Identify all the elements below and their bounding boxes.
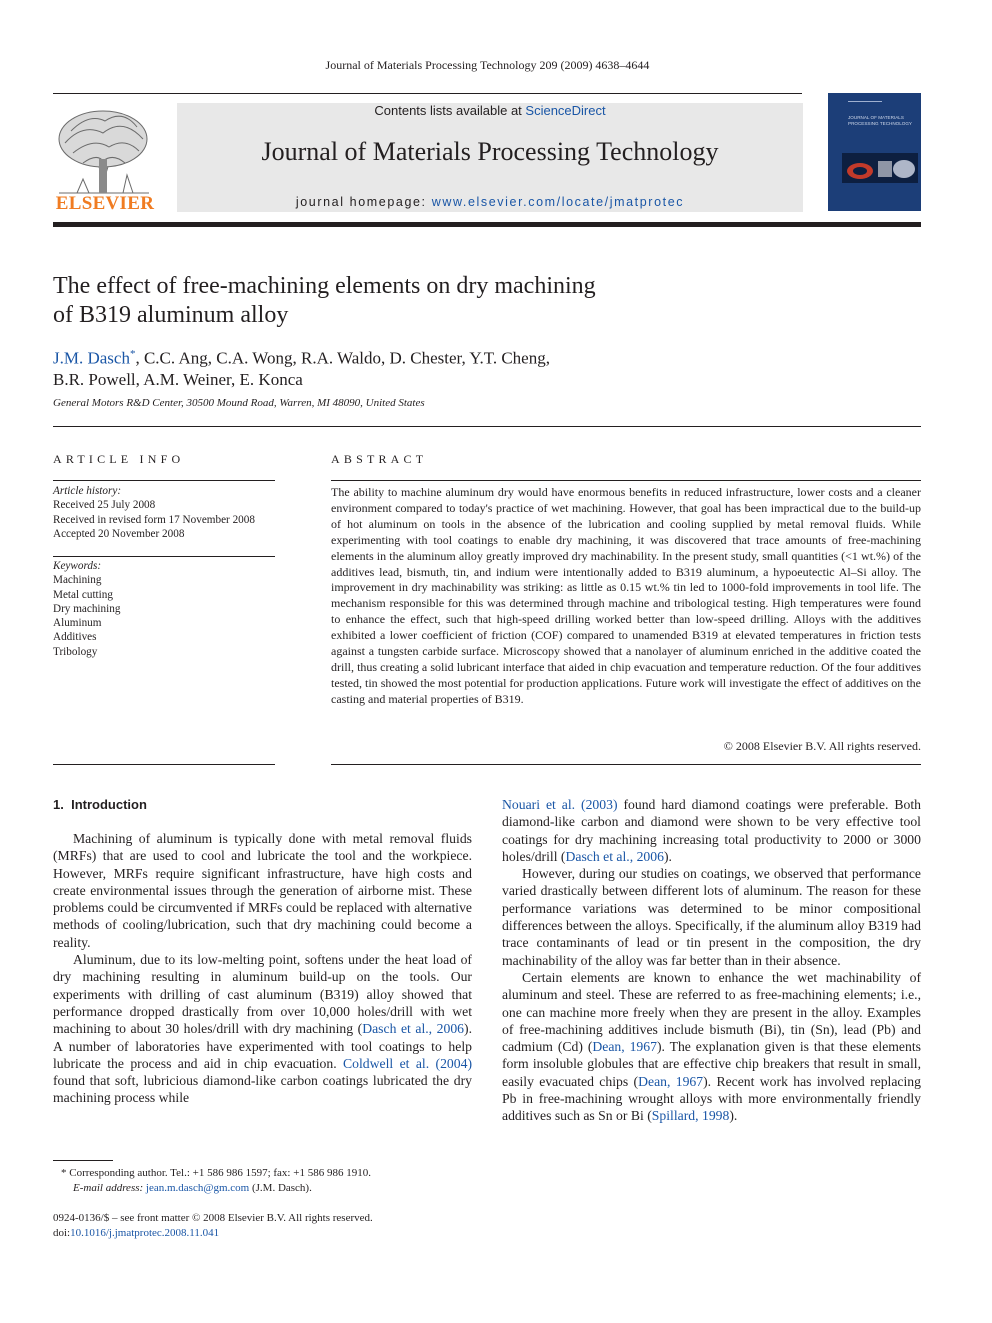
section-heading-introduction bbox=[53, 797, 147, 812]
citation-link[interactable]: Dasch et al., 2006 bbox=[565, 848, 664, 864]
doi-line bbox=[53, 1226, 472, 1241]
article-info-rule-2 bbox=[53, 556, 275, 557]
header-rule bbox=[53, 93, 802, 94]
article-info-rule-3 bbox=[53, 764, 275, 765]
header-thick-rule bbox=[53, 222, 921, 227]
footnote-mark: * bbox=[61, 1167, 67, 1179]
paragraph bbox=[502, 969, 921, 1125]
article-history bbox=[53, 484, 275, 541]
journal-title: Journal of Materials Processing Technology bbox=[261, 137, 719, 166]
history-received: Received 25 July 2008 bbox=[53, 499, 156, 512]
email-suffix: (J.M. Dasch). bbox=[249, 1181, 312, 1194]
text-run: ). The explanation given is that these elements form insoluble globules that are effective chip breakers that result in small, easily evacuated chips ( bbox=[502, 1039, 921, 1089]
article-info-rule-1 bbox=[53, 480, 275, 481]
cover-rule bbox=[848, 101, 882, 102]
sciencedirect-link[interactable]: ScienceDirect bbox=[525, 103, 606, 118]
article-title-line-1: The effect of free-machining elements on dry machining bbox=[53, 273, 596, 299]
doi-link[interactable]: 10.1016/j.jmatprotec.2008.11.041 bbox=[70, 1226, 220, 1239]
footnote-corresponding bbox=[53, 1166, 472, 1181]
homepage-label: journal homepage: bbox=[295, 195, 432, 209]
journal-masthead bbox=[177, 103, 803, 212]
section-number: 1. bbox=[53, 797, 64, 812]
citation-link[interactable]: Dasch et al., 2006 bbox=[362, 1021, 465, 1037]
history-label: Article history: bbox=[53, 485, 122, 497]
homepage-line bbox=[177, 195, 803, 209]
section-title: Introduction bbox=[71, 797, 147, 812]
publisher-name: ELSEVIER bbox=[55, 193, 155, 214]
corresponding-mark[interactable]: * bbox=[129, 348, 136, 360]
footnote-email bbox=[53, 1181, 472, 1196]
keyword-item: Metal cutting bbox=[53, 588, 113, 601]
keyword-item: Machining bbox=[53, 574, 102, 587]
text-run: found that soft, lubricious diamond-like carbon coatings lubricated the dry machining process while bbox=[53, 1073, 472, 1106]
text-run: found hard diamond coatings were preferable. Both diamond-like carbon and diamond were shown to be very effective tool coatings for dry machining increasing total productivity to 2000 or 3000 holes/drill ( bbox=[502, 797, 921, 864]
text-run: ). Recent work has involved replacing Pb in free-machining wrought alloys with more environmentally friendly additives such as Sn or Bi ( bbox=[502, 1073, 921, 1124]
running-head: Journal of Materials Processing Technology 209 (2009) 4638–4644 bbox=[325, 58, 650, 72]
front-matter bbox=[53, 1211, 472, 1240]
article-info-heading: ARTICLE INFO bbox=[53, 452, 185, 466]
journal-cover-thumbnail[interactable] bbox=[828, 93, 921, 211]
corresponding-author-link[interactable]: J.M. Dasch bbox=[53, 348, 130, 368]
paragraph: However, during our studies on coatings, we observed that performance varied drastically between different lots of aluminum. The reason for these performance variations was determined to be minor compositional differences between the alloys. Specifically, if the aluminum alloy B319 had trace contaminants of lead or tin present in the composition, the dry machinability of the alloy was far better than in their absence. bbox=[502, 866, 921, 968]
authors-line-2: B.R. Powell, A.M. Weiner, E. Konca bbox=[53, 369, 303, 389]
text-run: Certain elements are known to enhance the wet machinability of aluminum and steel. These are referred to as free-machining elements; i.e., one can machine more freely when they are present in the alloy. Examples of free-machining additives include bismuth (Bi), tin (Sn), lead (Pb) and cadmium (Cd) ( bbox=[502, 969, 921, 1055]
footnote-text: Corresponding author. Tel.: +1 586 986 1597; fax: +1 586 986 1910. bbox=[66, 1167, 371, 1179]
paragraph bbox=[53, 951, 472, 1107]
title-block-rule bbox=[53, 426, 921, 427]
cover-title: JOURNAL OF MATERIALS PROCESSING TECHNOLOGY bbox=[848, 115, 912, 126]
footnote-rule bbox=[53, 1160, 113, 1161]
homepage-link[interactable]: www.elsevier.com/locate/jmatprotec bbox=[431, 195, 685, 209]
body-column-right bbox=[502, 796, 921, 1125]
history-revised: Received in revised form 17 November 2008 bbox=[53, 513, 255, 526]
article-title-line-2: of B319 aluminum alloy bbox=[53, 302, 289, 328]
citation-link[interactable]: Nouari et al. (2003) bbox=[502, 797, 618, 812]
body-column-left bbox=[53, 830, 472, 1107]
article-title bbox=[53, 272, 753, 330]
text-run: ). bbox=[663, 848, 672, 864]
email-label: E-mail address: bbox=[73, 1181, 144, 1194]
footnote bbox=[53, 1166, 472, 1195]
contents-line bbox=[177, 103, 803, 118]
authors-line-1 bbox=[53, 344, 753, 369]
cover-image-icon bbox=[842, 153, 918, 183]
text-run: ). bbox=[729, 1108, 738, 1124]
doi-label: doi: bbox=[53, 1226, 71, 1239]
abstract-heading: ABSTRACT bbox=[331, 452, 428, 466]
abstract-text: The ability to machine aluminum dry would have enormous benefits in reduced infrastructure, lower costs and a cleaner environment compared to today's practice of wet machining. However, that goal has been impractical due to the build-up of hot aluminum on tools in the absence of the lubrication and cooling supplied by metal removal fluids. While experimenting with tool coatings to enable dry machining, it was discovered that trace amounts of free-machining elements in the aluminum alloy greatly improved dry machinability. In the present study, small quantities (<1 wt.%) of the additives lead, bismuth, tin, and indium were intentionally added to B319 aluminum, a hypoeutectic Al–Si alloy. The improvement in dry machinability was striking: as little as 0.15 wt.% tin led to 1000-fold improvements in tool life. The mechanism responsible for this was determined through machine and tribological testing. High temperatures were found to enhance the effect, such that high-speed drilling worked better than low-speed drilling. Alloys with the additives exhibited a lower coefficient of friction (COF) compared to unamended B319 at elevated temperatures in friction tests against a tungsten carbide surface. Microscopy showed that a nanolayer of aluminum enriched in the additive coated the drill, thus creating a solid lubricant interface that aided in chip evacuation and temperature reduction. Of the four additives tested, tin showed the most potential for production applications. Future work will investigate the effect of additives on the casting and material properties of B319. bbox=[331, 485, 921, 706]
history-accepted: Accepted 20 November 2008 bbox=[53, 527, 185, 540]
citation-link[interactable]: Spillard, 1998 bbox=[651, 1108, 730, 1124]
email-link[interactable]: jean.m.dasch@gm.com bbox=[145, 1181, 250, 1194]
citation-link[interactable]: Coldwell et al. (2004) bbox=[343, 1055, 472, 1071]
paragraph-continued bbox=[502, 796, 921, 865]
citation-link[interactable]: Dean, 1967 bbox=[592, 1039, 657, 1055]
keyword-item: Dry machining bbox=[53, 602, 121, 615]
issn-line: 0924-0136/$ – see front matter © 2008 Elsevier B.V. All rights reserved. bbox=[53, 1212, 373, 1224]
keyword-item: Tribology bbox=[53, 645, 98, 658]
contents-prefix: Contents lists available at bbox=[374, 103, 526, 118]
keyword-item: Aluminum bbox=[53, 617, 102, 630]
abstract-copyright: © 2008 Elsevier B.V. All rights reserved. bbox=[723, 739, 921, 753]
abstract-rule-2 bbox=[331, 764, 921, 765]
keywords-label: Keywords: bbox=[53, 560, 102, 572]
affiliation: General Motors R&D Center, 30500 Mound Road, Warren, MI 48090, United States bbox=[53, 397, 425, 409]
abstract-rule-1 bbox=[331, 480, 921, 481]
text-run: Aluminum, due to its low-melting point, softens under the heat load of dry machining resulting in aluminum build-up on the tools. Our experiments with drilling of cast aluminum (B319) alloy showed that performance dropped drastically from over 10,000 holes/drill with wet machining to about 30 holes/drill with dry machining ( bbox=[53, 952, 472, 1037]
citation-link[interactable]: Dean, 1967 bbox=[638, 1073, 704, 1089]
text-run: ). A number of laboratories have experimented with tool coatings to help lubricate the process and aid in chip evacuation. bbox=[53, 1021, 472, 1071]
author-list bbox=[53, 344, 753, 390]
publisher-logo[interactable] bbox=[53, 103, 157, 215]
authors-rest: , C.C. Ang, C.A. Wong, R.A. Waldo, D. Chester, Y.T. Cheng, bbox=[135, 348, 550, 368]
paragraph: Machining of aluminum is typically done with metal removal fluids (MRFs) that are used to cool and lubricate the tool and the workpiece. However, MRFs require significant infrastructure, have high costs and create environmental issues through the generation of airborne mist. These problems could be circumvented if MRFs could be replaced with alternative methods of cooling/lubrication, such that dry machining could become a reality. bbox=[53, 831, 472, 950]
keywords bbox=[53, 559, 275, 659]
keyword-item: Additives bbox=[53, 631, 97, 644]
